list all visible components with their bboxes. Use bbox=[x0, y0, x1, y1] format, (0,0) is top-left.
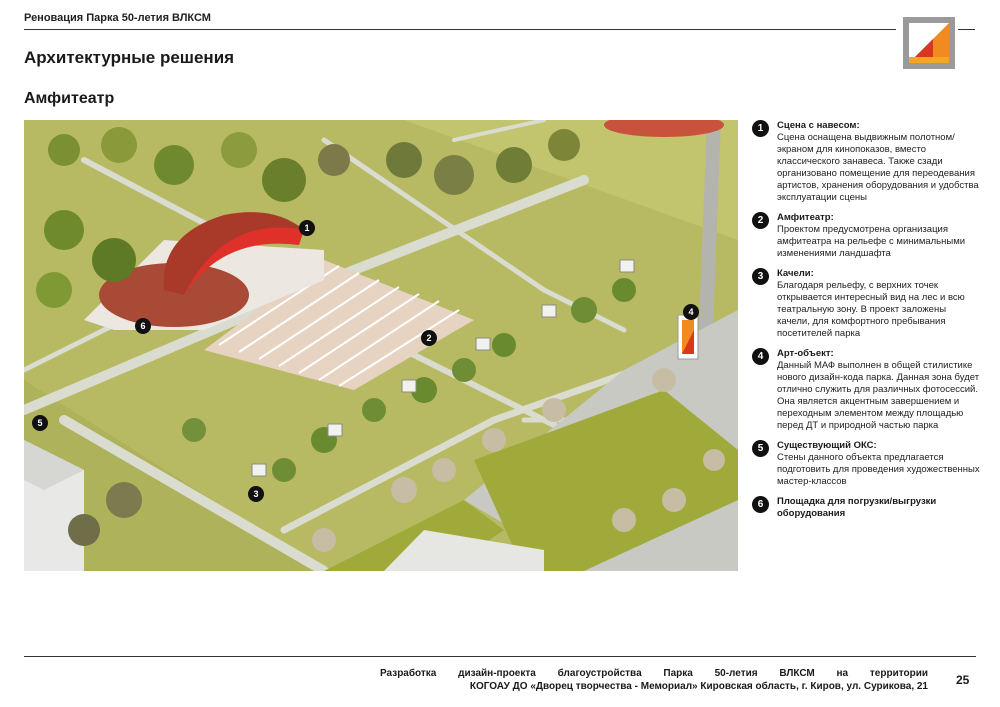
legend-text: Благодаря рельефу, с верхних точек открывается интересный вид на лес и всю театральную зону. В проект заложены качели, для комфортного пребывания посетителей парка bbox=[777, 280, 965, 339]
header-divider bbox=[24, 29, 896, 30]
legend-item bbox=[752, 496, 980, 520]
plan-marker-1-label: 1 bbox=[304, 223, 310, 233]
legend-title: Арт-объект: bbox=[777, 348, 834, 359]
legend-item bbox=[752, 268, 980, 340]
section-title: Архитектурные решения bbox=[24, 48, 235, 67]
amphitheater-site-plan bbox=[24, 120, 738, 571]
plan-marker-3-label: 3 bbox=[253, 489, 259, 499]
legend bbox=[752, 120, 980, 528]
plan-marker-5-label: 5 bbox=[37, 418, 43, 428]
legend-item bbox=[752, 120, 980, 204]
header-divider-right bbox=[958, 29, 975, 30]
legend-item bbox=[752, 212, 980, 260]
footer-line-2: КОГОАУ ДО «Дворец творчества - Мемориал» Кировская область, г. Киров, ул. Сурикова, 21 bbox=[469, 681, 928, 692]
legend-text: Сцена оснащена выдвижным полотном/ экраном для кинопоказов, вместо классического занавеса. Также сзади организовано помещение для переодевания артистов, хранения оборудования и удобства эксплуатации сцены bbox=[777, 132, 979, 203]
plan-marker-2-label: 2 bbox=[426, 333, 432, 343]
legend-number-badge: 1 bbox=[752, 120, 769, 137]
legend-number-badge: 6 bbox=[752, 496, 769, 513]
legend-number-badge: 2 bbox=[752, 212, 769, 229]
legend-text: Стены данного объекта предлагается подготовить для проведения художественных мастер-классов bbox=[777, 452, 980, 487]
footer-divider bbox=[24, 656, 976, 657]
legend-title: Амфитеатр: bbox=[777, 212, 834, 223]
page-number: 25 bbox=[956, 673, 970, 687]
legend-item bbox=[752, 440, 980, 488]
legend-title: Сцена с навесом: bbox=[777, 120, 860, 131]
legend-number-badge: 4 bbox=[752, 348, 769, 365]
brand-logo bbox=[903, 17, 955, 69]
footer-line-1: Разработка дизайн-проекта благоустройства Парка 50-летия ВЛКСМ на территории bbox=[380, 668, 928, 679]
legend-number-badge: 3 bbox=[752, 268, 769, 285]
plan-marker-6-label: 6 bbox=[140, 321, 146, 331]
legend-text: Данный МАФ выполнен в общей стилистике нового дизайн-кода парка. Данная зона будет отлично служить для различных фотосессий. Она является акцентным завершением и переходным элементом между площадью перед ДТ и природной частью парка bbox=[777, 360, 980, 431]
plan-marker-4-label: 4 bbox=[688, 307, 694, 317]
legend-title: Площадка для погрузки/выгрузки оборудования bbox=[777, 496, 937, 519]
document-header-title: Реновация Парка 50-летия ВЛКСМ bbox=[24, 12, 211, 24]
legend-number-badge: 5 bbox=[752, 440, 769, 457]
site-plan-illustration bbox=[24, 120, 738, 571]
legend-item bbox=[752, 348, 980, 432]
page-subtitle: Амфитеатр bbox=[24, 90, 115, 107]
art-object bbox=[678, 315, 698, 359]
legend-text: Проектом предусмотрена организация амфитеатра на рельефе с минимальными изменениями ландшафта bbox=[777, 224, 966, 259]
legend-title: Качели: bbox=[777, 268, 814, 279]
footer-text bbox=[380, 667, 928, 693]
legend-title: Существующий ОКС: bbox=[777, 440, 877, 451]
